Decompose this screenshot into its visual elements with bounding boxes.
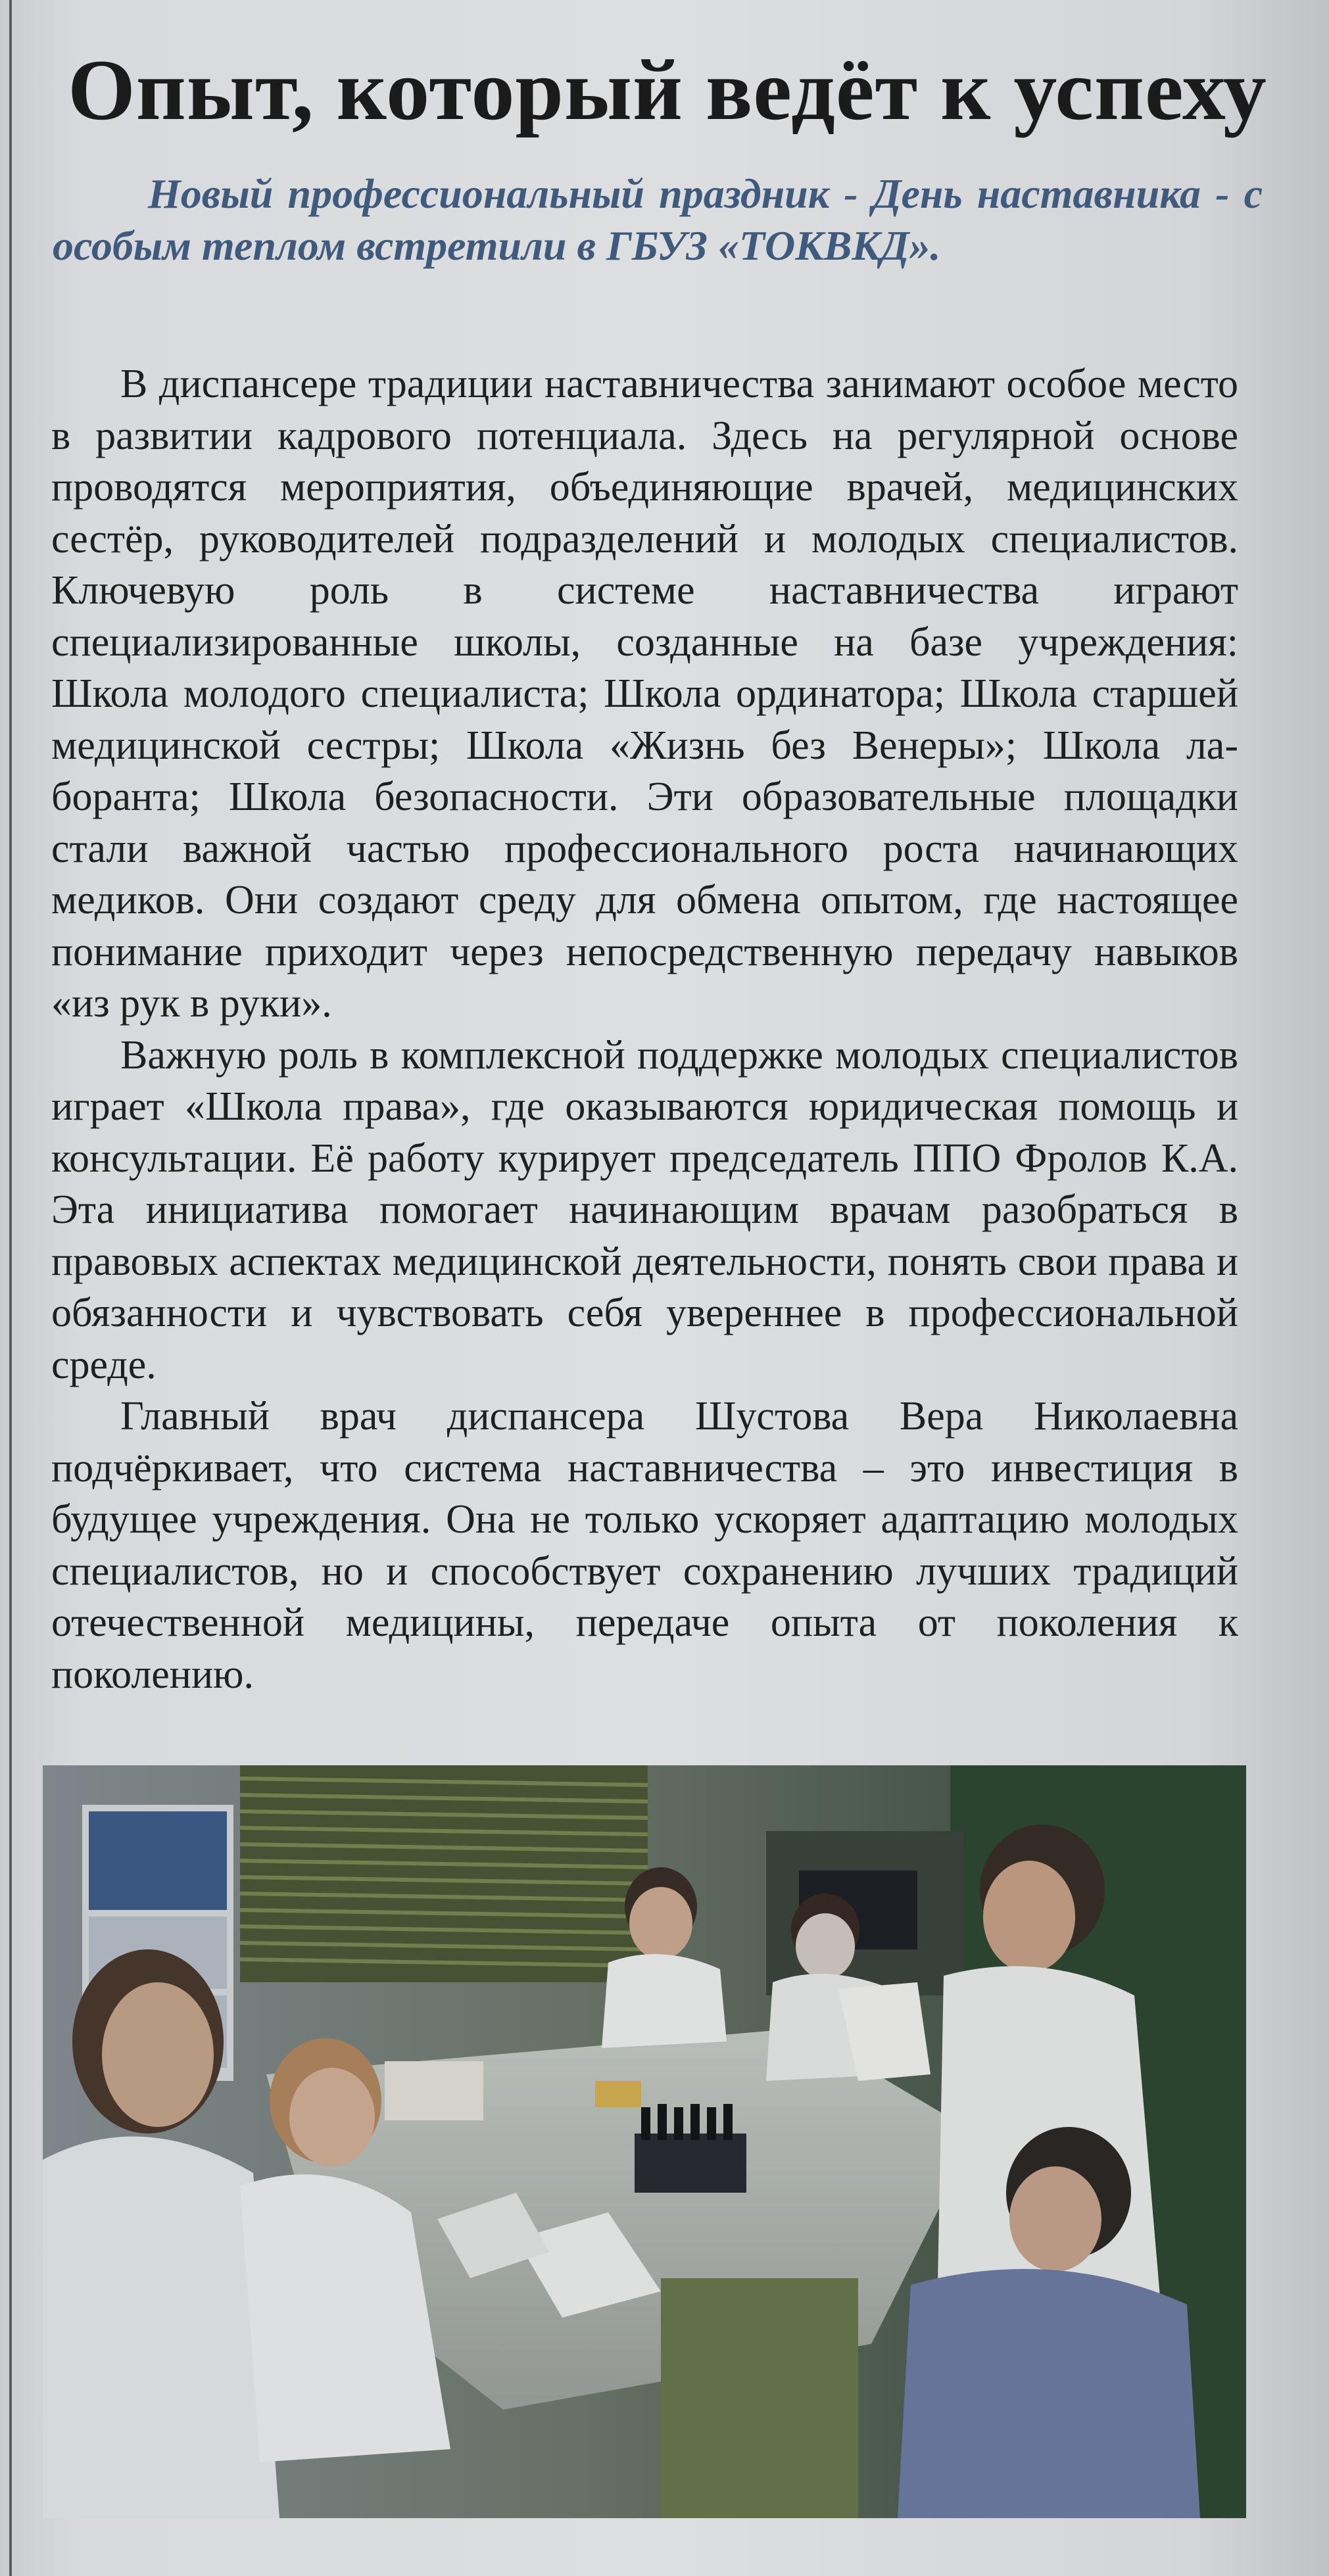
body-paragraph-1: В диспансере традиции наставничества занимают особое место в развитии кадрового потенциала. Здесь на регулярной основе проводятся мероприятия, объединяющие врачей, медицинских сестёр, руководителей подразделений и молодых специалистов. Ключевую роль в системе наставничества играют специализированные школы, созданные на базе учреждения: Школа молодого специалиста; Школа ординатора; Школа старшей медицинской сестры; Школа «Жизнь без Венеры»; Школа лаборанта; Школа безопасности. Эти образовательные площадки стали важной частью профессионального роста начинающих медиков. Они создают среду для обмена опытом, где настоящее понимание приходит через непосредственную передачу навыков «из рук в руки».: [51, 362, 1238, 1026]
body-paragraph-2: Важную роль в комплексной поддержке молодых специалистов играет «Школа права», где оказываются юридическая помощь и консультации. Её работу курирует председатель ППО Фролов К.А. Эта инициатива помогает начинающим врачам разобраться в правовых аспектах медицинской деятельности, понять свои права и обязанности и чувствовать себя увереннее в профессиональной среде.: [51, 1032, 1238, 1387]
article-body: [51, 358, 1238, 1700]
article-title: Опыт, который ведёт к успеху: [68, 41, 1267, 138]
photo-medical-staff-meeting: [43, 1765, 1246, 2518]
article-lead: Новый профессиональный праздник - День наставника - с особым теплом встретили в ГБУЗ «ТОКВКД».: [53, 170, 1263, 269]
body-paragraph-3: Главный врач диспансера Шустова Вера Николаевна подчёркивает, что система наставничества – это инвестиция в будущее учреждения. Она не только ускоряет адаптацию молодых специалистов, но и способствует сохранению лучших традиций отечественной медицины, передаче опыта от поколения к поколению.: [51, 1394, 1238, 1697]
article-photo: [43, 1765, 1246, 2518]
column-rule: [9, 0, 12, 2576]
